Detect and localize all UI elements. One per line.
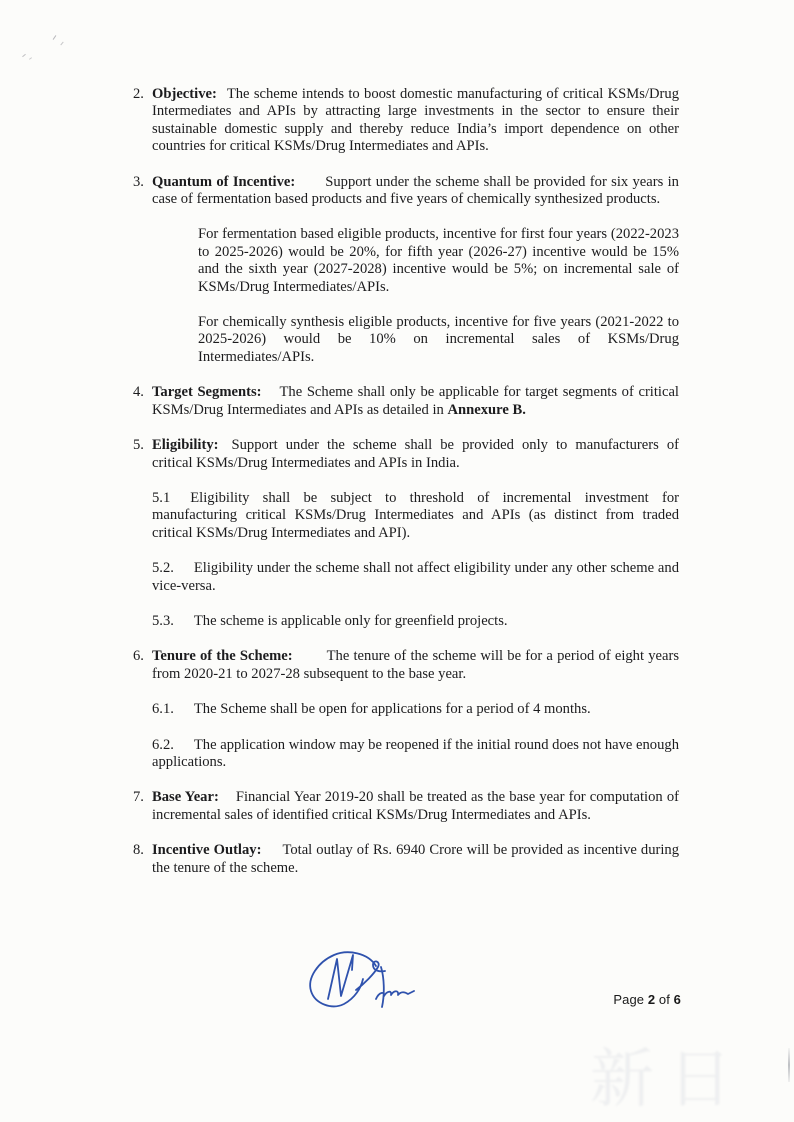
item-incentive-outlay xyxy=(133,842,679,877)
footer-of-label: of xyxy=(658,992,670,1007)
item-text xyxy=(152,86,679,156)
footer-page-total: 6 xyxy=(673,992,681,1007)
sub-item-number: 5.3. xyxy=(152,612,174,629)
watermark: 新日 xyxy=(590,1043,746,1117)
item-label: Target Segments: xyxy=(152,384,262,401)
signature-ink xyxy=(292,946,424,1020)
item-objective xyxy=(133,86,679,156)
pencil-mark xyxy=(22,54,26,57)
pencil-mark xyxy=(53,35,57,40)
sub-item-text: The scheme is applicable only for greenfield projects. xyxy=(193,612,508,629)
page-footer xyxy=(613,992,681,1007)
pencil-mark xyxy=(60,42,63,46)
item-body-text: The scheme intends to boost domestic manufacturing of critical KSMs/Drug Intermediates and APIs by attracting large investments in the sector to ensure their sustainable domestic supply and thereby reduce India’s import dependence on other countries for critical KSMs/Drug Intermediates and APIs. xyxy=(152,86,679,155)
item-number: 8. xyxy=(133,842,144,859)
item-bold-suffix: Annexure B. xyxy=(447,401,526,418)
sub-item-5-3 xyxy=(152,613,679,630)
item-label: Incentive Outlay: xyxy=(152,842,262,859)
item-body-text: Support under the scheme shall be provided only to manufacturers of critical KSMs/Drug Intermediates and APIs in India. xyxy=(152,437,679,471)
item-number: 6. xyxy=(133,648,144,665)
item-body-text: The Scheme shall only be applicable for target segments of critical KSMs/Drug Intermediates and APIs as detailed in xyxy=(152,384,679,418)
sub-item-6-2 xyxy=(152,737,679,772)
sub-item-number: 5.1 xyxy=(152,489,171,506)
pencil-mark xyxy=(29,57,32,60)
sub-item-text: Eligibility under the scheme shall not affect eligibility under any other scheme and vice-versa. xyxy=(152,560,679,594)
para-fermentation-incentive: For fermentation based eligible products, incentive for first four years (2022-2023 to 2025-2026) would be 20%, for fifth year (2026-27) incentive would be 15% and the sixth year (2027-2028) incentive would be 5%; on incremental sale of KSMs/Drug Intermediates/APIs. xyxy=(198,226,679,295)
item-body-text: The tenure of the scheme will be for a period of eight years from 2020-21 to 2027-28 subsequent to the base year. xyxy=(152,648,679,682)
footer-page-label: Page xyxy=(613,992,645,1007)
para-chemical-incentive: For chemically synthesis eligible products, incentive for five years (2021-2022 to 2025-2026) would be 10% on incremental sales of KSMs/Drug Intermediates/APIs. xyxy=(198,314,679,365)
item-body-text: Total outlay of Rs. 6940 Crore will be provided as incentive during the tenure of the scheme. xyxy=(152,842,679,876)
item-body-text: Financial Year 2019-20 shall be treated as the base year for computation of incremental sales of identified critical KSMs/Drug Intermediates and APIs. xyxy=(152,789,679,823)
sub-item-number: 6.1. xyxy=(152,701,174,718)
handwritten-signature xyxy=(292,946,424,1020)
item-text xyxy=(152,789,679,824)
item-label: Objective: xyxy=(152,86,217,102)
scan-smudge xyxy=(788,1048,790,1082)
sub-item-number: 5.2. xyxy=(152,560,174,577)
item-label: Tenure of the Scheme: xyxy=(152,648,293,665)
item-number: 4. xyxy=(133,384,144,401)
item-tenure-of-scheme xyxy=(133,648,679,683)
item-label: Quantum of Incentive: xyxy=(152,173,296,190)
sub-item-text: Eligibility shall be subject to threshold of incremental investment for manufacturing critical KSMs/Drug Intermediates and APIs (as distinct from traded critical KSMs/Drug Intermediates and API). xyxy=(152,489,679,541)
item-number: 7. xyxy=(133,789,144,806)
item-text xyxy=(152,842,679,877)
sub-item-6-1 xyxy=(152,701,679,718)
sub-item-5-2 xyxy=(152,560,679,595)
sub-item-text: The Scheme shall be open for applications for a period of 4 months. xyxy=(193,701,591,718)
item-target-segments xyxy=(133,384,679,419)
footer-page-number: 2 xyxy=(647,992,656,1007)
item-text xyxy=(152,648,679,683)
item-quantum-of-incentive xyxy=(133,174,679,209)
item-label: Base Year: xyxy=(152,789,219,806)
item-number: 2. xyxy=(133,86,144,102)
item-eligibility xyxy=(133,437,679,472)
sub-item-number: 6.2. xyxy=(152,736,174,753)
item-label: Eligibility: xyxy=(152,437,219,454)
item-number: 3. xyxy=(133,173,144,190)
item-text xyxy=(152,437,679,472)
item-body-text: Support under the scheme shall be provided for six years in case of fermentation based products and five years of chemically synthesized products. xyxy=(152,173,679,208)
document-body xyxy=(133,86,679,895)
item-base-year xyxy=(133,789,679,824)
sub-item-5-1 xyxy=(152,490,679,542)
item-text xyxy=(152,384,679,419)
item-number: 5. xyxy=(133,437,144,454)
sub-item-text: The application window may be reopened if the initial round does not have enough applications. xyxy=(152,736,679,770)
item-text xyxy=(152,174,679,209)
